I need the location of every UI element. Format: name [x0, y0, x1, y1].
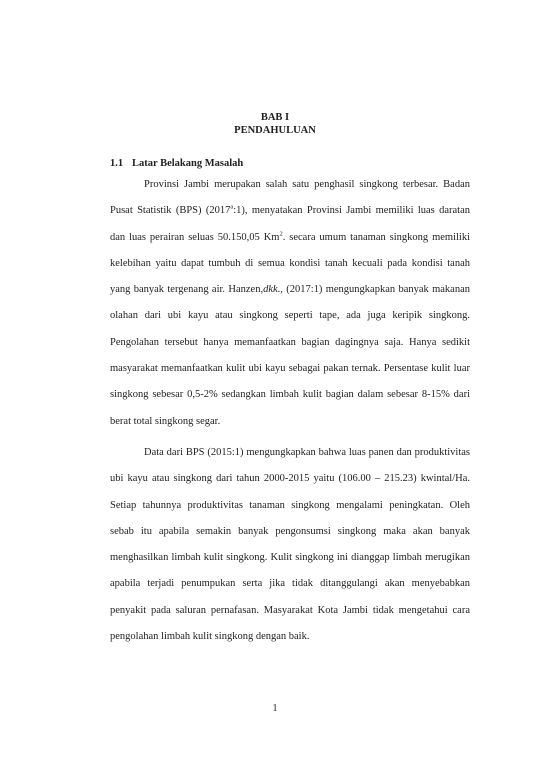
paragraph-2: Data dari BPS (2015:1) mengungkapkan bahwa luas panen dan produktivitas ubi kayu atau singkong dari tahun 2000-2015 yaitu (106.00 – 215.23) kwintal/Ha. Setiap tahunnya produktivitas tanaman singkong mengalami peningkatan. Oleh sebab itu apabila semakin banyak pengonsumsi singkong maka akan banyak menghasilkan limbah kulit singkong. Kulit singkong ini dianggap limbah merugikan apabila terjadi penumpukan serta jika tidak ditanggulangi akan menyebabkan penyakit pada saluran pernafasan. Masyarakat Kota Jambi tidak mengetahui cara pengolahan limbah kulit singkong dengan baik. [110, 447, 470, 643]
paragraph-1-part-c: . secara umum tanaman singkong memiliki kelebihan yaitu dapat tumbuh di semua kondisi tanah kecuali pada kondisi tanah yang banyak tergenang air. Hanzen, [110, 231, 470, 296]
paragraph-1-part-d: ., (2017:1) mengungkapkan banyak makanan olahan dari ubi kayu atau singkong seperti tape, ada juga keripik singkong. Pengolahan tersebut hanya memanfaatkan bagian dagingnya saja. Hanya sedikit masyarakat memanfaatkan kulit ubi kayu sebagai pakan ternak. Persentase kulit luar singkong sebesar 0,5-2% sedangkan limbah kulit bagian dalam sebesar 8-15% dari berat total singkong segar. [110, 284, 471, 427]
page-number: 1 [272, 703, 278, 714]
chapter-number: BAB I [260, 112, 290, 123]
chapter-title: PENDAHULUAN [234, 125, 316, 136]
paragraph-1-part-b: :1), menyatakan Provinsi Jambi memiliki luas daratan dan luas perairan seluas 50.150,05 Km [110, 205, 470, 243]
section-number: 1.1 [110, 158, 124, 169]
paragraph-1 [110, 172, 470, 435]
section-heading [110, 157, 243, 170]
section-title: Latar Belakang Masalah [132, 158, 244, 169]
superscript-2: 2 [279, 230, 283, 238]
paragraph-1-italic: dkk [263, 284, 278, 296]
superscript-a: a [230, 203, 234, 211]
paragraph-1-part-a: Provinsi Jambi merupakan salah satu penghasil singkong terbesar. Badan Pusat Statistik (BPS) (2017 [110, 179, 470, 217]
